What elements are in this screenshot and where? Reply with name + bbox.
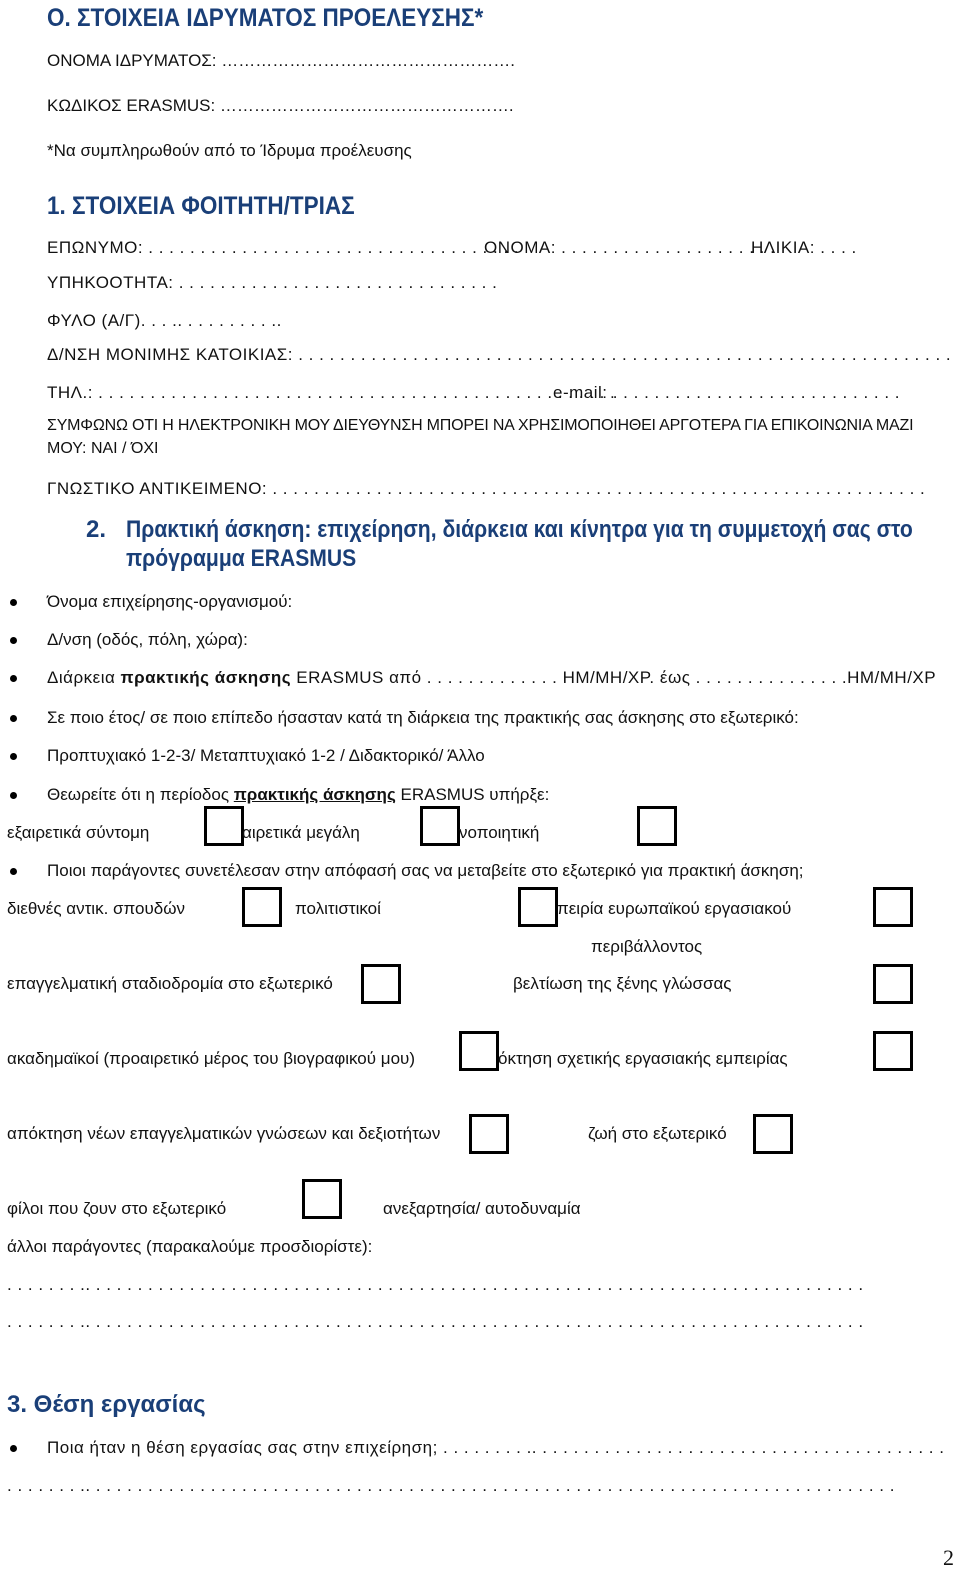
checkbox-skills[interactable] [469,1114,509,1154]
bullet [10,637,17,644]
factor-life-label: ζωή στο εξωτερικό [588,1124,727,1143]
factor-cultural-label: πολιτιστικοί [295,899,381,918]
bullet [10,868,17,875]
section-o-heading: Ο. ΣΤΟΙΧΕΙΑ ΙΔΡΥΜΑΤΟΣ ΠΡΟΕΛΕΥΣΗΣ* [47,4,484,32]
company-name-field[interactable]: Όνομα επιχείρησης-οργανισμού: [47,592,293,611]
study-year-question: Σε ποιο έτος/ σε ποιο επίπεδο ήσασταν κατά τη διάρκεια της πρακτικής σας άσκησης στο εξωτερικό: [47,708,799,727]
section-2-heading-line-1: Πρακτική άσκηση: επιχείρηση, διάρκεια και κίνητρα για τη συμμετοχή σας στο [126,516,913,543]
nationality-field[interactable]: ΥΠΗΚΟΟΤΗΤΑ: . . . . . . . . . . . . . . . . . . . . . . . . . . . . . . . [47,273,498,292]
address-field[interactable]: Δ/ΝΣΗ ΜΟΝΙΜΗΣ ΚΑΤΟΙΚΙΑΣ: . . . . . . . . . . . . . . . . . . . . . . . . . . . . . . . . . . . . . . . . . . . . . . . . . . . . . . . . . . . . . . . [47,345,952,364]
checkbox-friends[interactable] [302,1179,342,1219]
other-factors-line-2[interactable]: . . . . . . . .. . . . . . . . . . . . . . . . . . . . . . . . . . . . . . . . . . . . . . . . . . . . . . . . . . . . . . . . . . . . . . . . . . . . . . . . . . . [7,1312,864,1331]
checkbox-career[interactable] [361,964,401,1004]
period-question: Θεωρείτε ότι η περίοδος πρακτικής άσκησης ERASMUS υπήρξε: [47,785,550,804]
bullet [10,792,17,799]
erasmus-code-field[interactable]: ΚΩΔΙΚΟΣ ERASMUS: ……………………………………………. [47,96,514,115]
factor-skills-label: απόκτηση νέων επαγγελματικών γνώσεων και δεξιοτήτων [7,1124,441,1143]
job-position-field[interactable]: Ποια ήταν η θέση εργασίας σας στην επιχείρηση; . . . . . . . . .. . . . . . . . . . . . . . . . . . . . . . . . . . . . . . . . . . . . . . . . [47,1438,945,1457]
institution-name-field[interactable]: ΟΝΟΜΑ ΙΔΡΥΜΑΤΟΣ: ……………………………………………. [47,51,515,70]
duration-field[interactable]: Διάρκεια πρακτικής άσκησης ERASMUS από . . . . . . . . . . . . . ΗΜ/ΜΗ/ΧΡ. έως . . . . . . . . . . . . . . .ΗΜ/ΜΗ/ΧΡ [47,668,937,687]
checkbox-life-abroad[interactable] [753,1114,793,1154]
gender-field[interactable]: ΦΥΛΟ (Α/Γ). . . .. . . . . . . . . .. [47,311,282,330]
surname-field[interactable]: ΕΠΩΝΥΜΟ: . . . . . . . . . . . . . . . . . . . . . . . . . . . . . . . . . . . . [47,238,520,257]
checkbox-euro-environment[interactable] [873,887,913,927]
factor-intl-label: διεθνές αντικ. σπουδών [7,899,186,918]
checkbox-experience[interactable] [873,1031,913,1071]
factor-euro-label-2: περιβάλλοντος [591,937,703,956]
bullet [10,715,17,722]
checkbox-very-long[interactable] [420,806,460,846]
checkbox-language[interactable] [873,964,913,1004]
bullet [10,753,17,760]
factor-euro-label-1: πειρία ευρωπαϊκού εργασιακού [557,899,792,918]
checkbox-satisfactory[interactable] [637,806,677,846]
factor-academic-label: ακαδημαϊκοί (προαιρετικό μέρος του βιογραφικού μου) [7,1049,415,1068]
consent-line-2[interactable]: ΜΟΥ: ΝΑΙ / ΌΧΙ [47,440,159,457]
section-2-number: 2. [86,516,107,543]
phone-field[interactable]: ΤΗΛ.: . . . . . . . . . . . . . . . . . . . . . . . . . . . . . . . . . . . . . . . . . . . . . . . . . . [47,383,616,402]
age-field[interactable]: ΗΛΙΚΙΑ: . . . . [751,238,857,257]
company-address-field[interactable]: Δ/νση (οδός, πόλη, χώρα): [47,630,248,649]
factor-language-label: βελτίωση της ξένης γλώσσας [513,974,732,993]
factor-friends-label: φίλοι που ζουν στο εξωτερικό [7,1199,227,1218]
bullet [10,675,17,682]
other-factors-line-1[interactable]: . . . . . . . .. . . . . . . . . . . . . . . . . . . . . . . . . . . . . . . . . . . . . . . . . . . . . . . . . . . . . . . . . . . . . . . . . . . . . . . . . . . [7,1275,864,1294]
option-very-short-label: εξαιρετικά σύντομη [7,823,150,842]
checkbox-intl-studies[interactable] [242,887,282,927]
job-position-line-2[interactable]: . . . . . . . .. . . . . . . . . . . . . . . . . . . . . . . . . . . . . . . . . . . . . . . . . . . . . . . . . . . . . . . . . . . . . . . . . . . . . . . . . . . . . . [7,1476,895,1495]
option-satisfactory-label: νοποιητική [459,823,540,842]
factor-experience-label: όκτηση σχετικής εργασιακής εμπειρίας [498,1049,788,1068]
bullet [10,1445,17,1452]
email-field[interactable]: e-mail: . . . . . . . . . . . . . . . . . . . . . . . . . . . . [553,383,901,402]
checkbox-very-short[interactable] [204,806,244,846]
study-levels-options[interactable]: Προπτυχιακό 1-2-3/ Μεταπτυχιακό 1-2 / Διδακτορικό/ Άλλο [47,746,485,765]
consent-line-1: ΣΥΜΦΩΝΩ ΟΤΙ Η ΗΛΕΚΤΡΟΝΙΚΗ ΜΟΥ ΔΙΕΥΘΥΝΣΗ ΜΠΟΡΕΙ ΝΑ ΧΡΗΣΙΜΟΠΟΙΗΘΕΙ ΑΡΓΟΤΕΡΑ ΓΙΑ ΕΠΙΚΟΙΝΩΝΙΑ ΜΑΖΙ [47,417,914,434]
checkbox-cultural[interactable] [518,887,558,927]
bullet [10,599,17,606]
factor-career-label: επαγγελματική σταδιοδρομία στο εξωτερικό [7,974,333,993]
name-field[interactable]: ΟΝΟΜΑ: . . . . . . . . . . . . . . . . . . . . . [484,238,776,257]
factors-question: Ποιοι παράγοντες συνετέλεσαν στην απόφασή σας να μεταβείτε στο εξωτερικό για πρακτική άσκηση; [47,861,804,880]
factor-other-label: άλλοι παράγοντες (παρακαλούμε προσδιορίστε): [7,1237,373,1256]
option-very-long-label: αιρετικά μεγάλη [242,823,360,842]
factor-independence-label: ανεξαρτησία/ αυτοδυναμία [383,1199,581,1218]
footnote: *Να συμπληρωθούν από το Ίδρυμα προέλευσης [47,141,412,160]
section-2-heading-line-2: πρόγραμμα ERASMUS [126,545,357,572]
checkbox-academic[interactable] [459,1031,499,1071]
section-3-heading: 3. Θέση εργασίας [7,1391,206,1418]
page-number: 2 [943,1545,954,1570]
subject-field[interactable]: ΓΝΩΣΤΙΚΟ ΑΝΤΙΚΕΙΜΕΝΟ: . . . . . . . . . . . . . . . . . . . . . . . . . . . . . . . . . . . . . . . . . . . . . . . . . . . . . . . . . . . . . . . [47,479,926,498]
section-1-heading: 1. ΣΤΟΙΧΕΙΑ ΦΟΙΤΗΤΗ/ΤΡΙΑΣ [47,192,355,220]
